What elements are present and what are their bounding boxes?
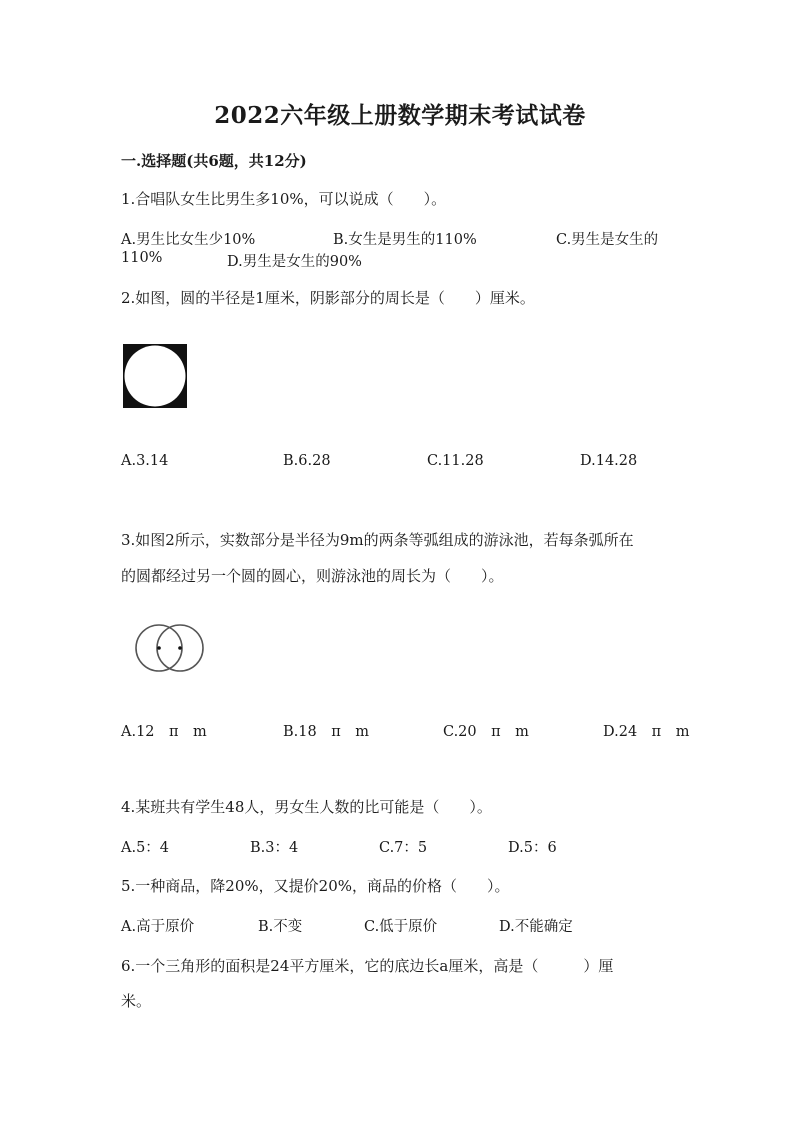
question-1-option-c: C.男生是女生的 — [556, 232, 659, 248]
question-3-option-a: A.12 π m — [121, 724, 207, 740]
question-3-text-line2: 的圆都经过另一个圆的圆心，则游泳池的周长为（ ）。 — [121, 567, 504, 585]
question-4-option-d: D.5：6 — [508, 840, 557, 856]
question-5-text: 5.一种商品，降20%，又提价20%，商品的价格（ ）。 — [121, 877, 510, 895]
question-2-option-d: D.14.28 — [580, 453, 638, 469]
question-4-option-a: A.5：4 — [121, 840, 170, 856]
question-4-text: 4.某班共有学生48人，男女生人数的比可能是（ ）。 — [121, 798, 492, 816]
question-2-option-b: B.6.28 — [283, 453, 331, 469]
question-5-option-c: C.低于原价 — [364, 919, 438, 935]
question-1-option-c-cont: 110% — [121, 250, 163, 266]
shaded-square-circle-figure — [122, 343, 188, 409]
page-title: 2022六年级上册数学期末考试试卷 — [214, 102, 586, 129]
question-6-text-line1: 6.一个三角形的面积是24平方厘米，它的底边长a厘米，高是（ ）厘 — [121, 957, 614, 975]
question-3-option-b: B.18 π m — [283, 724, 369, 740]
question-1-text: 1.合唱队女生比男生多10%，可以说成（ ）。 — [121, 190, 447, 208]
question-5-option-d: D.不能确定 — [499, 919, 573, 935]
question-5-option-a: A.高于原价 — [121, 919, 195, 935]
question-3-text-line1: 3.如图2所示，实数部分是半径为9m的两条等弧组成的游泳池，若每条弧所在 — [121, 531, 634, 549]
question-1-option-b: B.女生是男生的110% — [333, 232, 477, 248]
question-4-option-b: B.3：4 — [250, 840, 299, 856]
question-2-option-c: C.11.28 — [427, 453, 484, 469]
question-4-option-c: C.7：5 — [379, 840, 428, 856]
question-1-option-d: D.男生是女生的90% — [227, 254, 362, 270]
question-3-option-d: D.24 π m — [603, 724, 690, 740]
section-heading: 一.选择题(共6题，共12分) — [121, 152, 307, 170]
question-3-option-c: C.20 π m — [443, 724, 529, 740]
question-1-option-a: A.男生比女生少10% — [121, 232, 256, 248]
two-circles-figure — [130, 620, 210, 676]
question-6-text-line2: 米。 — [121, 992, 152, 1010]
question-2-option-a: A.3.14 — [121, 453, 169, 469]
question-2-text: 2.如图，圆的半径是1厘米，阴影部分的周长是（ ）厘米。 — [121, 289, 535, 307]
question-5-option-b: B.不变 — [258, 919, 303, 935]
